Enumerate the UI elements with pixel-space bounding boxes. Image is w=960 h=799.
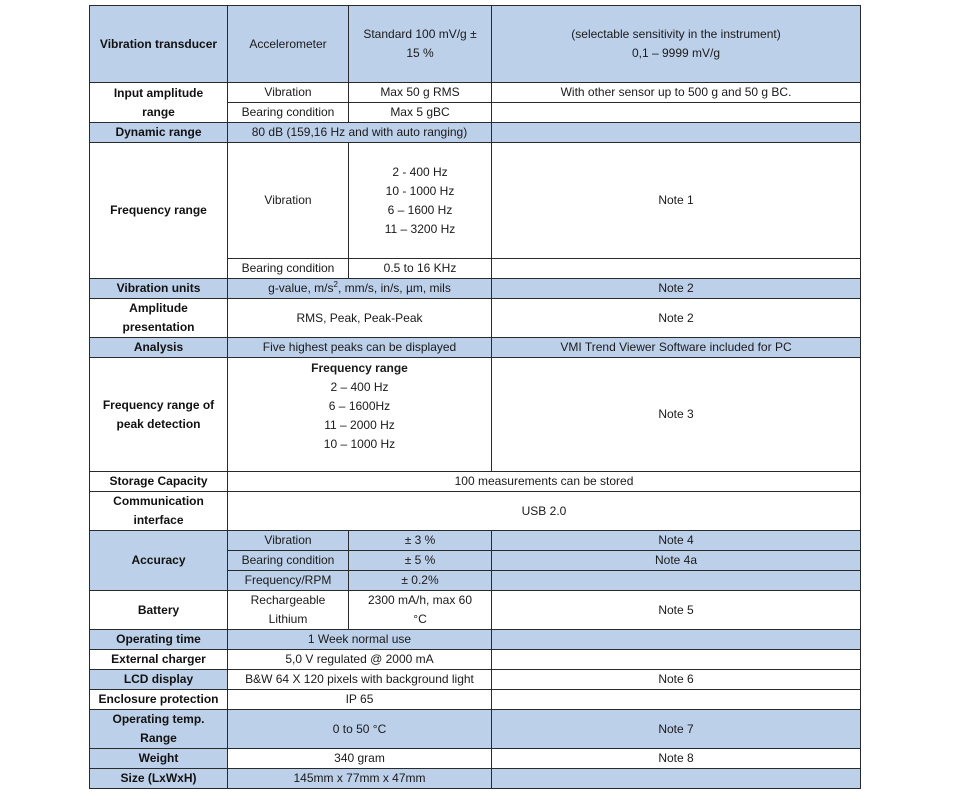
accuracy-note: Note 4a (492, 551, 861, 571)
label-size: Size (LxWxH) (90, 769, 228, 789)
label-enclosure-protection: Enclosure protection (90, 690, 228, 710)
label-amplitude-presentation: Amplitude presentation (90, 299, 228, 338)
label-operating-temp: Operating temp. Range (90, 710, 228, 749)
accuracy-param: Bearing condition (228, 551, 349, 571)
vibration-units-text-a: g-value, m/s (268, 281, 334, 295)
battery-note: Note 5 (492, 591, 861, 630)
peak-detection-heading: Frequency range (311, 361, 408, 375)
size-value: 145mm x 77mm x 47mm (228, 769, 492, 789)
label-input-amplitude-range: Input amplitude range (90, 83, 228, 123)
label-vibration-units: Vibration units (90, 279, 228, 299)
storage-capacity-value: 100 measurements can be stored (228, 472, 861, 492)
row-frequency-range-vibration (90, 143, 861, 259)
battery-type: Rechargeable Lithium (228, 591, 349, 630)
row-external-charger (90, 650, 861, 670)
frequency-range-vibration-label: Vibration (228, 143, 349, 259)
frequency-range-bearing-note (492, 259, 861, 279)
transducer-note: (selectable sensitivity in the instrument) 0,1 – 9999 mV/g (492, 6, 861, 83)
operating-time-note (492, 630, 861, 650)
row-weight (90, 749, 861, 769)
label-operating-time: Operating time (90, 630, 228, 650)
label-vibration-transducer: Vibration transducer (90, 6, 228, 83)
frequency-range-bearing-label: Bearing condition (228, 259, 349, 279)
battery-value: 2300 mA/h, max 60 °C (349, 591, 492, 630)
amplitude-presentation-note: Note 2 (492, 299, 861, 338)
label-weight: Weight (90, 749, 228, 769)
input-amplitude-vibration-label: Vibration (228, 83, 349, 103)
input-amplitude-vibration-value: Max 50 g RMS (349, 83, 492, 103)
label-frequency-range: Frequency range (90, 143, 228, 279)
lcd-display-value: B&W 64 X 120 pixels with background light (228, 670, 492, 690)
label-lcd-display: LCD display (90, 670, 228, 690)
label-communication-interface: Communication interface (90, 492, 228, 531)
accuracy-param: Frequency/RPM (228, 571, 349, 591)
input-amplitude-note: With other sensor up to 500 g and 50 g BC. (492, 83, 861, 103)
enclosure-protection-note (492, 690, 861, 710)
row-operating-time (90, 630, 861, 650)
label-accuracy: Accuracy (90, 531, 228, 591)
frequency-range-note: Note 1 (492, 143, 861, 259)
row-amplitude-presentation (90, 299, 861, 338)
vibration-units-superscript: 2 (333, 280, 338, 289)
input-amplitude-bearing-note (492, 103, 861, 123)
row-enclosure-protection (90, 690, 861, 710)
dynamic-range-value: 80 dB (159,16 Hz and with auto ranging) (228, 123, 492, 143)
operating-temp-value: 0 to 50 °C (228, 710, 492, 749)
peak-detection-cell (228, 358, 492, 472)
row-peak-detection (90, 358, 861, 472)
transducer-standard: Standard 100 mV/g ± 15 % (349, 6, 492, 83)
row-vibration-units (90, 279, 861, 299)
label-peak-detection: Frequency range of peak detection (90, 358, 228, 472)
amplitude-presentation-value: RMS, Peak, Peak-Peak (228, 299, 492, 338)
row-size (90, 769, 861, 789)
size-note (492, 769, 861, 789)
enclosure-protection-value: IP 65 (228, 690, 492, 710)
row-battery (90, 591, 861, 630)
dynamic-range-note (492, 123, 861, 143)
row-communication-interface (90, 492, 861, 531)
weight-note: Note 8 (492, 749, 861, 769)
vibration-units-text-b: , mm/s, in/s, µm, mils (337, 281, 451, 295)
analysis-note: VMI Trend Viewer Software included for PC (492, 338, 861, 358)
transducer-type: Accelerometer (228, 6, 349, 83)
analysis-value: Five highest peaks can be displayed (228, 338, 492, 358)
accuracy-value: ± 3 % (349, 531, 492, 551)
label-storage-capacity: Storage Capacity (90, 472, 228, 492)
row-input-amplitude-vibration (90, 83, 861, 103)
accuracy-note (492, 571, 861, 591)
operating-time-value: 1 Week normal use (228, 630, 492, 650)
row-storage-capacity (90, 472, 861, 492)
specification-table (89, 5, 861, 789)
operating-temp-note: Note 7 (492, 710, 861, 749)
label-dynamic-range: Dynamic range (90, 123, 228, 143)
frequency-range-vibration-values: 2 - 400 Hz 10 - 1000 Hz 6 – 1600 Hz 11 – 3200 Hz (349, 143, 492, 259)
lcd-display-note: Note 6 (492, 670, 861, 690)
label-external-charger: External charger (90, 650, 228, 670)
peak-detection-values: 2 – 400 Hz 6 – 1600Hz 11 – 2000 Hz 10 – 1000 Hz (323, 380, 396, 451)
vibration-units-value (228, 279, 492, 299)
input-amplitude-bearing-value: Max 5 gBC (349, 103, 492, 123)
vibration-units-note: Note 2 (492, 279, 861, 299)
row-dynamic-range (90, 123, 861, 143)
frequency-range-bearing-value: 0.5 to 16 KHz (349, 259, 492, 279)
label-analysis: Analysis (90, 338, 228, 358)
input-amplitude-bearing-label: Bearing condition (228, 103, 349, 123)
label-battery: Battery (90, 591, 228, 630)
external-charger-value: 5,0 V regulated @ 2000 mA (228, 650, 492, 670)
accuracy-value: ± 0.2% (349, 571, 492, 591)
row-vibration-transducer (90, 6, 861, 83)
row-operating-temp (90, 710, 861, 749)
row-analysis (90, 338, 861, 358)
external-charger-note (492, 650, 861, 670)
accuracy-param: Vibration (228, 531, 349, 551)
row-accuracy-vibration (90, 531, 861, 551)
peak-detection-note: Note 3 (492, 358, 861, 472)
accuracy-value: ± 5 % (349, 551, 492, 571)
communication-interface-value: USB 2.0 (228, 492, 861, 531)
accuracy-note: Note 4 (492, 531, 861, 551)
row-lcd-display (90, 670, 861, 690)
weight-value: 340 gram (228, 749, 492, 769)
